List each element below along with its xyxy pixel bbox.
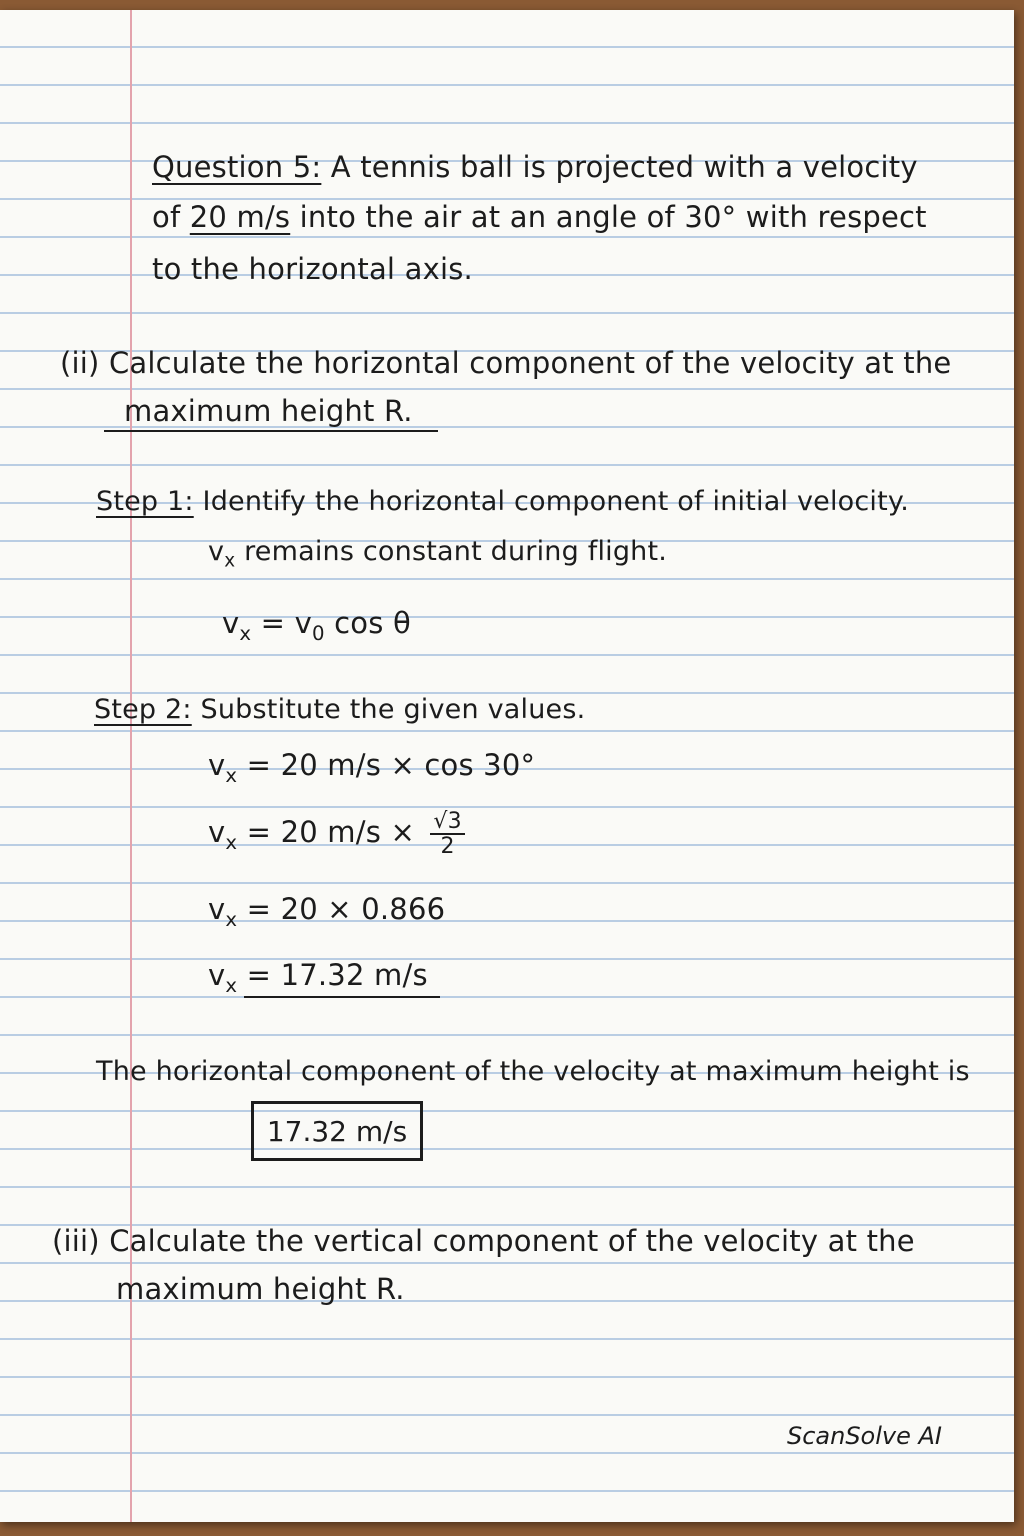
brand-signature: ScanSolve AI [786, 1422, 942, 1450]
formula-mid-sub: 0 [311, 621, 325, 645]
eq1-rhs: = 20 m/s × cos 30° [246, 748, 536, 782]
eq3-rhs: = 20 × 0.866 [246, 892, 446, 926]
answer-box: 17.32 m/s [251, 1101, 423, 1161]
eq4-rhs: = 17.32 m/s [246, 958, 428, 992]
step1-note-text: remains constant during flight. [244, 536, 668, 567]
eq3-var-sub: x [225, 907, 238, 931]
step1-note [208, 536, 667, 571]
eq3-var: v [208, 892, 226, 926]
formula-rhs: cos θ [334, 606, 411, 640]
question-text-1: A tennis ball is projected with a velocity [330, 150, 918, 184]
step1-note-sub: x [224, 550, 236, 572]
part-iii-line-1: (iii) Calculate the vertical component of the velocity at the [52, 1224, 915, 1258]
formula-lhs-sub: x [239, 621, 252, 645]
question-line-3 [152, 252, 473, 286]
eq1-var: v [208, 748, 226, 782]
step2-heading [94, 694, 585, 725]
eq4-var: v [208, 958, 226, 992]
question-text-3: to the horizontal axis. [152, 252, 473, 286]
step2-eq1 [208, 748, 535, 787]
step2-title: Substitute the given values. [200, 694, 586, 725]
step1-heading [96, 486, 909, 517]
result-underline [244, 996, 440, 998]
fraction-numerator: √3 [430, 810, 464, 835]
part-ii-line-1: (ii) Calculate the horizontal component of the velocity at the [60, 346, 952, 380]
step1-label: Step 1: [96, 486, 194, 517]
question-speed: 20 m/s [189, 200, 291, 234]
question-text-2-post: into the air at an angle of 30° with respect [299, 200, 927, 234]
part-ii-line-2: maximum height R. [124, 394, 413, 428]
notebook-page [0, 10, 1014, 1522]
part-ii-underline [104, 430, 438, 432]
eq2-var-sub: x [225, 830, 238, 854]
sqrt3-over-2-fraction [430, 810, 464, 858]
eq2-rhs: = 20 m/s × [246, 815, 415, 850]
step1-formula [222, 606, 411, 645]
eq4-var-sub: x [225, 973, 238, 997]
question-line-1 [152, 150, 918, 184]
step2-eq4 [208, 958, 428, 997]
question-text-2-pre: of [152, 200, 181, 234]
step2-label: Step 2: [94, 694, 192, 725]
conclusion-text: The horizontal component of the velocity at maximum height is [96, 1056, 970, 1087]
step2-eq3 [208, 892, 445, 931]
part-iii-line-2: maximum height R. [116, 1272, 405, 1306]
eq2-var: v [208, 815, 226, 850]
fraction-denominator: 2 [440, 834, 455, 860]
formula-mid: = v [260, 606, 312, 640]
question-line-2 [152, 200, 927, 234]
eq1-var-sub: x [225, 763, 238, 787]
step1-title: Identify the horizontal component of initial velocity. [202, 486, 910, 517]
formula-lhs: v [222, 606, 240, 640]
step1-note-var: v [208, 536, 225, 567]
question-label: Question 5: [152, 150, 322, 184]
step2-eq2 [208, 810, 465, 858]
